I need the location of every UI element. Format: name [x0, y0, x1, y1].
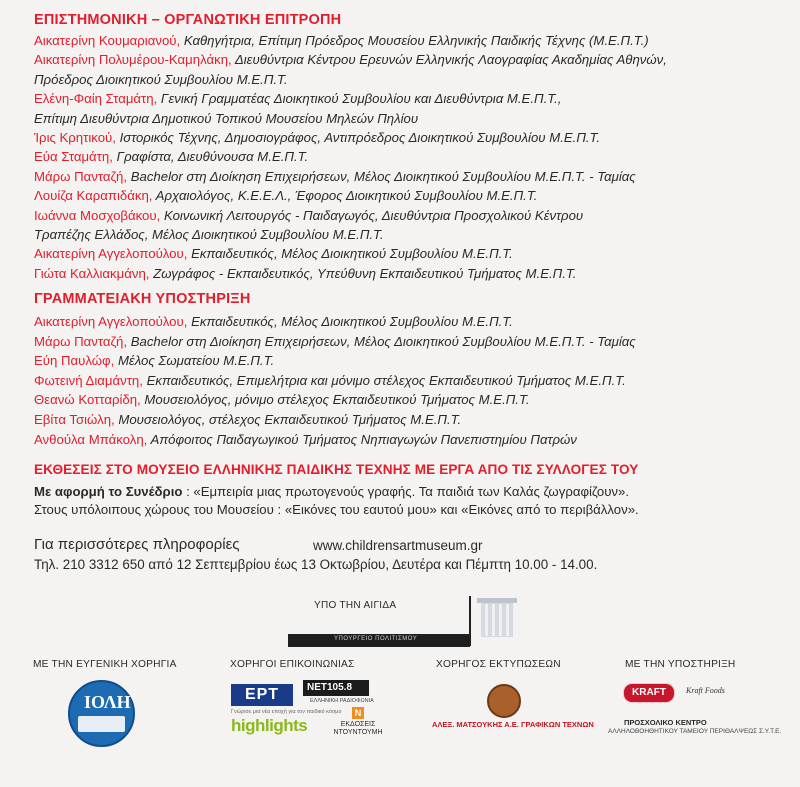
- secretariat-member-name: Μάρω Πανταζή,: [34, 333, 128, 349]
- committee-member-role: Ζωγράφος - Εκπαιδευτικός, Υπεύθυνη Εκπαιδευτικού Τμήματος Μ.Ε.Π.Τ.: [149, 265, 577, 281]
- committee-member-name: Λουίζα Καραπιδάκη,: [34, 188, 153, 204]
- committee-member-name: Αικατερίνη Αγγελοπούλου,: [34, 246, 188, 262]
- exhibitions-line-2: Στους υπόλοιπους χώρους του Μουσείου : «Εικόνες του εαυτού μου» και «Εικόνες από το περιβάλλον».: [34, 502, 639, 517]
- exhibitions-line-1: [34, 484, 629, 499]
- secretariat-line: [34, 313, 513, 331]
- net-logo: NET105.8: [303, 680, 369, 696]
- ministry-label: ΥΠΟΥΡΓΕΙΟ ΠΟΛΙΤΙΣΜΟΥ: [334, 636, 418, 642]
- secretariat-member-role: Εκπαιδευτικός, Επιμελήτρια και μόνιμο στέλεχος Εκπαιδευτικού Τμήματος Μ.Ε.Π.Τ.: [142, 372, 626, 388]
- committee-member-name: Ελένη-Φαίη Σταμάτη,: [34, 91, 158, 107]
- committee-member-role: Επίτιμη Διευθύντρια Δημοτικού Τοπικού Μουσείου Μηλεών Πηλίου: [34, 110, 419, 126]
- committee-member-role: Τραπέζης Ελλάδος, Μέλος Διοικητικού Συμβουλίου Μ.Ε.Π.Τ.: [34, 227, 384, 242]
- committee-line: [34, 90, 561, 108]
- committee-member-role: Αρχαιολόγος, Κ.Ε.Ε.Λ., Έφορος Διοικητικού Συμβουλίου Μ.Ε.Π.Τ.: [152, 188, 538, 204]
- committee-member-role: Καθηγήτρια, Επίτιμη Πρόεδρος Μουσείου Ελληνικής Παιδικής Τέχνης (Μ.Ε.Π.Τ.): [180, 33, 649, 48]
- sponsorship-label: ΜΕ ΤΗΝ ΕΥΓΕΝΙΚΗ ΧΟΡΗΓΙΑ: [33, 659, 177, 670]
- committee-line: [34, 71, 288, 89]
- committee-line: [34, 110, 418, 128]
- committee-member-name: Αικατερίνη Πολυμέρου-Καμηλάκη,: [34, 52, 232, 68]
- secretariat-line: [34, 391, 530, 409]
- committee-member-role: Εκπαιδευτικός, Μέλος Διοικητικού Συμβουλίου Μ.Ε.Π.Τ.: [187, 246, 513, 262]
- committee-member-role: Ιστορικός Τέχνης, Δημοσιογράφος, Αντιπρόεδρος Διοικητικού Συμβουλίου Μ.Ε.Π.Τ.: [115, 130, 601, 145]
- preschool-center-subtitle: ΑΛΛΗΛΟΒΟΗΘΗΤΙΚΟΥ ΤΑΜΕΙΟΥ ΠΕΡΙΘΑΛΨΕΩΣ Σ.Υ.Τ.Ε.: [608, 728, 782, 735]
- committee-member-role: Διευθύντρια Κέντρου Ερευνών Ελληνικής Λαογραφίας Ακαδημίας Αθηνών,: [231, 52, 667, 68]
- committee-line: [34, 245, 513, 263]
- info-label: Για περισσότερες πληροφορίες: [34, 536, 240, 553]
- committee-line: [34, 207, 583, 225]
- committee-member-name: Εύα Σταμάτη,: [34, 149, 113, 165]
- committee-line: [34, 148, 308, 166]
- secretariat-member-name: Ανθούλα Μπάκολη,: [34, 431, 148, 447]
- ntountoumi-logo-text: ΕΚΔΟΣΕΙΣ ΝΤΟΥΝΤΟΥΜΗ: [333, 721, 383, 736]
- mountain-icon: [78, 716, 125, 732]
- highlights-logo: highlights: [231, 716, 308, 735]
- committee-line: [34, 226, 384, 244]
- kraft-logo: KRAFT: [623, 683, 675, 703]
- secretariat-member-name: Εύη Παυλώφ,: [34, 353, 115, 369]
- auspices-label: ΥΠΟ ΤΗΝ ΑΙΓΙΔΑ: [314, 600, 397, 611]
- secretariat-title: ΓΡΑΜΜΑΤΕΙΑΚΗ ΥΠΟΣΤΗΡΙΞΗ: [34, 291, 251, 307]
- committee-member-role: Bachelor στη Διοίκηση Επιχειρήσεων, Μέλος Διοικητικού Συμβουλίου Μ.Ε.Π.Τ. - Ταμίας: [127, 168, 636, 184]
- committee-line: [34, 187, 537, 205]
- committee-member-role: Γραφίστα, Διευθύνουσα Μ.Ε.Π.Τ.: [112, 149, 309, 165]
- committee-title: ΕΠΙΣΤΗΜΟΝΙΚΗ – ΟΡΓΑΝΩΤΙΚΗ ΕΠΙΤΡΟΠΗ: [34, 12, 342, 28]
- committee-line: [34, 129, 600, 147]
- secretariat-line: [34, 431, 577, 449]
- secretariat-line: [34, 352, 274, 370]
- exhibitions-line-1-rest: : «Εμπειρία μιας πρωτογενούς γραφής. Τα παιδιά των Καλάς ζωγραφίζουν».: [182, 484, 629, 499]
- secretariat-member-name: Θεανώ Κοτταρίδη,: [34, 392, 141, 408]
- matsoukis-name: ΑΛΕΞ. ΜΑΤΣΟΥΚΗΣ Α.Ε. ΓΡΑΦΙΚΩΝ ΤΕΧΝΩΝ: [432, 720, 594, 729]
- committee-member-name: Αικατερίνη Κουμαριανού,: [34, 33, 181, 48]
- committee-line: [34, 265, 576, 283]
- committee-member-name: Μάρω Πανταζή,: [34, 168, 128, 184]
- ionic-column-icon: [475, 594, 521, 640]
- preschool-center-title: ΠΡΟΣΧΟΛΙΚΟ ΚΕΝΤΡΟ: [624, 718, 707, 727]
- secretariat-member-role: Μουσειολόγος, στέλεχος Εκπαιδευτικού Τμήματος Μ.Ε.Π.Τ.: [114, 412, 462, 427]
- committee-line: [34, 168, 636, 186]
- media-sponsors-label: ΧΟΡΗΓΟΙ ΕΠΙΚΟΙΝΩΝΙΑΣ: [230, 659, 355, 670]
- secretariat-member-name: Αικατερίνη Αγγελοπούλου,: [34, 314, 188, 329]
- secretariat-line: [34, 333, 636, 351]
- committee-member-name: Ιωάννα Μοσχοβάκου,: [34, 207, 161, 223]
- secretariat-line: [34, 372, 626, 390]
- net-subtitle: ΕΛΛΗΝΙΚΗ ΡΑΔΙΟΦΩΝΙΑ: [310, 698, 374, 704]
- support-label: ΜΕ ΤΗΝ ΥΠΟΣΤΗΡΙΞΗ: [625, 659, 736, 670]
- secretariat-member-role: Απόφοιτος Παιδαγωγικού Τμήματος Νηπιαγωγών Πανεπιστημίου Πατρών: [147, 431, 577, 447]
- committee-line: [34, 32, 649, 50]
- matsoukis-seal-icon: [487, 684, 521, 718]
- secretariat-member-role: Bachelor στη Διοίκηση Επιχειρήσεων, Μέλος Διοικητικού Συμβουλίου Μ.Ε.Π.Τ. - Ταμίας: [127, 333, 636, 349]
- ert-logo: ΕΡΤ: [231, 684, 293, 706]
- committee-line: [34, 51, 667, 69]
- committee-member-name: Ίρις Κρητικού,: [34, 130, 116, 145]
- secretariat-member-name: Εβίτα Τσιώλη,: [34, 412, 115, 427]
- website-link[interactable]: www.childrensartmuseum.gr: [313, 538, 483, 553]
- committee-member-name: Γιώτα Καλλιακμάνη,: [34, 265, 150, 281]
- highlights-subtitle: Γνώρισε μια νέα εποχή για τον παιδικό κόσμο: [231, 709, 342, 715]
- exhibitions-line-1-bold: Με αφορμή το Συνέδριο: [34, 484, 183, 499]
- secretariat-member-role: Μουσειολόγος, μόνιμο στέλεχος Εκπαιδευτικού Τμήματος Μ.Ε.Π.Τ.: [140, 392, 530, 408]
- secretariat-line: [34, 411, 461, 429]
- committee-member-role: Πρόεδρος Διοικητικού Συμβουλίου Μ.Ε.Π.Τ.: [34, 71, 288, 87]
- committee-member-role: Κοινωνική Λειτουργός - Παιδαγωγός, Διευθύντρια Προσχολικού Κέντρου: [160, 207, 584, 223]
- ministry-bar: [288, 634, 470, 647]
- secretariat-member-role: Μέλος Σωματείου Μ.Ε.Π.Τ.: [114, 353, 275, 369]
- secretariat-member-role: Εκπαιδευτικός, Μέλος Διοικητικού Συμβουλίου Μ.Ε.Π.Τ.: [187, 314, 513, 329]
- print-sponsor-label: ΧΟΡΗΓΟΣ ΕΚΤΥΠΩΣΕΩΝ: [436, 659, 561, 670]
- ioli-logo: [68, 680, 135, 747]
- kraft-foods-logo: Kraft Foods: [686, 686, 725, 695]
- secretariat-member-name: Φωτεινή Διαμάντη,: [34, 372, 143, 388]
- opening-hours: Τηλ. 210 3312 650 από 12 Σεπτεμβρίου έως 13 Οκτωβρίου, Δευτέρα και Πέμπτη 10.00 - 14.00.: [34, 557, 598, 572]
- exhibitions-title: ΕΚΘΕΣΕΙΣ ΣΤΟ ΜΟΥΣΕΙΟ ΕΛΛΗΝΙΚΗΣ ΠΑΙΔΙΚΗΣ ΤΕΧΝΗΣ ΜΕ ΕΡΓΑ ΑΠΟ ΤΙΣ ΣΥΛΛΟΓΕΣ ΤΟΥ: [34, 462, 639, 477]
- ioli-logo-text: ΙΟΛΗ: [84, 692, 131, 712]
- committee-member-role: Γενική Γραμματέας Διοικητικού Συμβουλίου και Διευθύντρια Μ.Ε.Π.Τ.,: [157, 91, 562, 107]
- ntountoumi-logo-icon: Ν: [352, 707, 364, 719]
